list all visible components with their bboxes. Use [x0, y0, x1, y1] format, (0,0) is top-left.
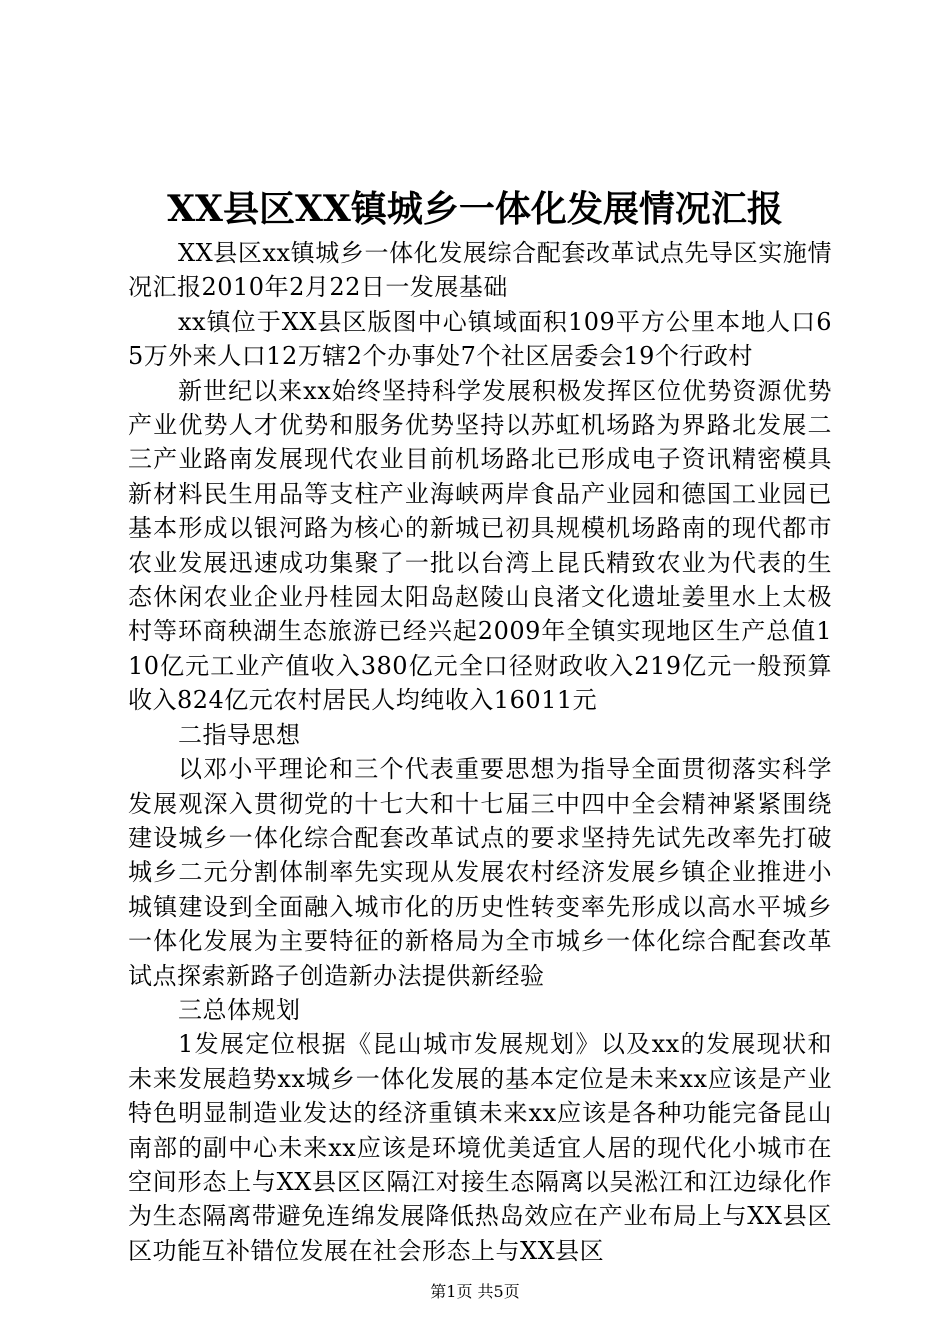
section-heading-overall-plan: 三总体规划	[178, 995, 301, 1024]
paragraph-intro: XX县区xx镇城乡一体化发展综合配套改革试点先导区实施情况汇报2010年2月22日一发展基础	[128, 239, 832, 302]
paragraph-location: xx镇位于XX县区版图中心镇域面积109平方公里本地人口65万外来人口12万辖2个办事处7个社区居委会19个行政村	[128, 307, 832, 371]
section-heading-guiding-thought: 二指导思想	[178, 720, 301, 749]
document-title: XX县区XX镇城乡一体化发展情况汇报	[167, 188, 783, 230]
page-footer: 第1页 共5页	[430, 1282, 520, 1301]
paragraph-guiding-thought: 以邓小平理论和三个代表重要思想为指导全面贯彻落实科学发展观深入贯彻党的十七大和十七届三中四中全会精神紧紧围绕建设城乡一体化综合配套改革试点的要求坚持先试先改率先打破城乡二元分割体制率先实现从发展农村经济发展乡镇企业推进小城镇建设到全面融入城市化的历史性转变率先形成以高水平城乡一体化发展为主要特征的新格局为全市城乡一体化综合配套改革试点探索新路子创造新办法提供新经验	[128, 755, 832, 990]
paragraph-development: 新世纪以来xx始终坚持科学发展积极发挥区位优势资源优势产业优势人才优势和服务优势坚持以苏虹机场路为界路北发展二三产业路南发展现代农业目前机场路北已形成电子资讯精密模具新材料民生用品等支柱产业海峡两岸食品产业园和德国工业园已基本形成以银河路为核心的新城已初具规模机场路南的现代都市农业发展迅速成功集聚了一批以台湾上昆氏精致农业为代表的生态休闲农业企业丹桂园太阳岛赵陵山良渚文化遗址姜里水上太极村等环商秧湖生态旅游已经兴起2009年全镇实现地区生产总值110亿元工业产值收入380亿元全口径财政收入219亿元一般预算收入824亿元农村居民人均纯收入16011元	[128, 376, 832, 715]
paragraph-positioning: 1发展定位根据《昆山城市发展规划》以及xx的发展现状和未来发展趋势xx城乡一体化发展的基本定位是未来xx应该是产业特色明显制造业发达的经济重镇未来xx应该是各种功能完备昆山南部的副中心未来xx应该是环境优美适宜人居的现代化小城市在空间形态上与XX县区区隔江对接生态隔离以吴淞江和江边绿化作为生态隔离带避免连绵发展降低热岛效应在产业布局上与XX县区区功能互补错位发展在社会形态上与XX县区	[128, 1030, 832, 1265]
document-body	[128, 236, 832, 1268]
